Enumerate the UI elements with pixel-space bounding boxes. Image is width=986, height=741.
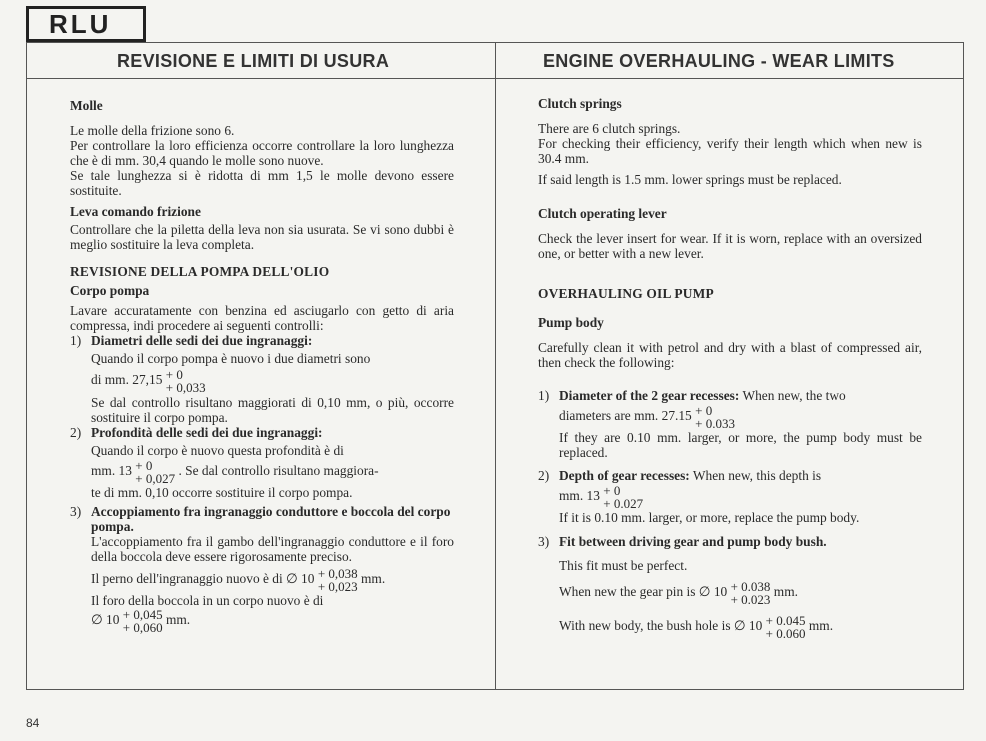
tolerance-top: + 0.045 xyxy=(765,613,806,628)
tolerance-bottom: + 0,060 xyxy=(122,620,163,635)
molle-heading: Molle xyxy=(70,98,103,113)
tolerance-bottom: + 0.060 xyxy=(765,626,806,641)
springs-p3: If said length is 1.5 mm. lower springs must be replaced. xyxy=(538,172,842,187)
item-value: diameters are mm. 27.15 xyxy=(559,408,692,424)
item-value: Il perno dell'ingranaggio nuovo è di ∅ 10 xyxy=(91,571,315,587)
item-title: Profondità delle sedi dei due ingranaggi: xyxy=(91,425,323,440)
item-value: mm. 13 xyxy=(91,463,132,479)
item-value: mm. 13 xyxy=(559,488,600,504)
item-tolerance-line xyxy=(559,484,922,510)
item-number: 1) xyxy=(70,333,82,348)
molle-p1: Le molle della frizione sono 6. xyxy=(70,123,235,138)
item-tolerance-line xyxy=(91,567,454,593)
column-divider xyxy=(495,42,496,690)
lever-paragraph: Check the lever insert for wear. If it is worn, replace with an oversized one, or better with a new lever. xyxy=(538,231,922,261)
leva-heading: Leva comando frizione xyxy=(70,204,201,219)
tolerance xyxy=(135,459,175,485)
item-unit: mm. xyxy=(808,618,834,634)
pump-body-paragraph: Carefully clean it with petrol and dry with a blast of compressed air, then check the following: xyxy=(538,340,922,370)
item-heading-line xyxy=(559,388,922,403)
item-text: If they are 0.10 mm. larger, or more, the pump body must be replaced. xyxy=(559,430,922,460)
item-value: di mm. 27,15 xyxy=(91,372,163,388)
right-item-2 xyxy=(538,468,922,525)
item-text: . Se dal controllo risultano maggiora- xyxy=(178,463,379,479)
item-text: te di mm. 0,10 occorre sostituire il corpo pompa. xyxy=(91,485,353,500)
page-number: 84 xyxy=(26,716,40,730)
item-tolerance-line xyxy=(91,368,454,394)
left-item-3 xyxy=(70,504,454,634)
springs-p1: There are 6 clutch springs. xyxy=(538,121,681,136)
item-tolerance-line xyxy=(559,404,922,430)
tolerance-bottom: + 0.023 xyxy=(730,592,771,607)
item-tolerance-line xyxy=(559,614,922,640)
item-number: 2) xyxy=(70,425,82,440)
pump-heading: OVERHAULING OIL PUMP xyxy=(538,286,714,301)
tolerance xyxy=(603,484,643,510)
corpo-pompa-heading: Corpo pompa xyxy=(70,283,150,298)
item-text: Se dal controllo risultano maggiorati di 0,10 mm, o più, occorre sostituire il corpo pompa. xyxy=(91,395,454,425)
left-column-title: REVISIONE E LIMITI DI USURA xyxy=(117,51,390,71)
right-item-1 xyxy=(538,388,922,460)
item-text: This fit must be perfect. xyxy=(559,558,688,573)
lever-heading: Clutch operating lever xyxy=(538,206,667,221)
tolerance-bottom: + 0,033 xyxy=(165,380,206,395)
item-number: 3) xyxy=(70,504,82,519)
item-title: Depth of gear recesses: xyxy=(559,468,690,483)
tolerance-top: + 0 xyxy=(135,458,153,473)
tolerance-bottom: + 0,027 xyxy=(135,471,176,486)
item-unit: mm. xyxy=(361,571,386,587)
left-item-1 xyxy=(70,333,454,425)
corpo-pompa-paragraph: Lavare accuratamente con benzina ed asciugarlo con getto di aria compressa, indi procedere ai seguenti controlli: xyxy=(70,303,454,333)
item-value: ∅ 10 xyxy=(91,612,120,628)
item-tolerance-line xyxy=(559,580,922,606)
item-text: Il foro della boccola in un corpo nuovo è di xyxy=(91,593,324,608)
item-heading-line xyxy=(559,468,922,483)
tolerance xyxy=(318,567,358,593)
tolerance-top: + 0,038 xyxy=(317,566,358,581)
item-unit: mm. xyxy=(165,612,191,628)
tolerance-top: + 0 xyxy=(603,483,621,498)
item-title: Diametri delle sedi dei due ingranaggi: xyxy=(91,333,313,348)
molle-p2: Per controllare la loro efficienza occorre controllare la loro lunghezza che è di mm. 30,4 quando le molle sono nuove. xyxy=(70,138,454,168)
tolerance-bottom: + 0,023 xyxy=(317,579,358,594)
item-text: When new, this depth is xyxy=(692,468,822,483)
item-number: 1) xyxy=(538,388,550,403)
item-text: If it is 0.10 mm. larger, or more, replace the pump body. xyxy=(559,510,860,525)
left-item-2 xyxy=(70,425,454,500)
left-column xyxy=(70,98,454,634)
tolerance-bottom: + 0.033 xyxy=(695,416,735,431)
item-text: Quando il corpo pompa è nuovo i due diametri sono xyxy=(91,351,371,366)
molle-p3: Se tale lunghezza si è ridotta di mm 1,5 le molle devono essere sostituite. xyxy=(70,168,454,198)
tolerance xyxy=(766,614,806,640)
item-value: When new the gear pin is ∅ 10 xyxy=(559,584,728,600)
right-column xyxy=(538,96,922,640)
right-column-title: ENGINE OVERHAULING - WEAR LIMITS xyxy=(543,51,895,71)
item-text: L'accoppiamento fra il gambo dell'ingranaggio conduttore e il foro della boccola deve essere rigorosamente preciso. xyxy=(91,534,454,564)
item-unit: mm. xyxy=(773,584,798,600)
item-tolerance-line xyxy=(91,608,454,634)
leva-paragraph: Controllare che la piletta della leva non sia usurata. Se vi sono dubbi è meglio sostituire la leva completa. xyxy=(70,222,454,252)
pump-body-heading: Pump body xyxy=(538,315,604,330)
springs-heading: Clutch springs xyxy=(538,96,622,111)
tolerance-top: + 0 xyxy=(695,403,713,418)
right-item-3 xyxy=(538,534,922,640)
pompa-heading: REVISIONE DELLA POMPA DELL'OLIO xyxy=(70,264,330,279)
item-text: Quando il corpo è nuovo questa profondità è di xyxy=(91,443,344,458)
item-title: Fit between driving gear and pump body bush. xyxy=(559,534,827,549)
item-number: 2) xyxy=(538,468,550,483)
tolerance-bottom: + 0.027 xyxy=(603,496,644,511)
springs-p2: For checking their efficiency, verify their length which when new is 30.4 mm. xyxy=(538,136,922,166)
tolerance xyxy=(731,580,771,606)
section-code-box xyxy=(26,6,146,42)
tolerance xyxy=(123,608,163,634)
tolerance xyxy=(695,404,735,430)
item-tolerance-line xyxy=(91,459,454,485)
item-title: Accoppiamento fra ingranaggio conduttore e boccola del corpo pompa. xyxy=(91,504,451,534)
item-text: When new, the two xyxy=(742,388,846,403)
tolerance-top: + 0.038 xyxy=(730,579,771,594)
item-value: With new body, the bush hole is ∅ 10 xyxy=(559,618,763,634)
tolerance-top: + 0,045 xyxy=(122,607,163,622)
item-number: 3) xyxy=(538,534,550,549)
tolerance xyxy=(166,368,206,394)
item-title: Diameter of the 2 gear recesses: xyxy=(559,388,740,403)
tolerance-top: + 0 xyxy=(165,367,183,382)
section-code: RLU xyxy=(49,9,112,39)
